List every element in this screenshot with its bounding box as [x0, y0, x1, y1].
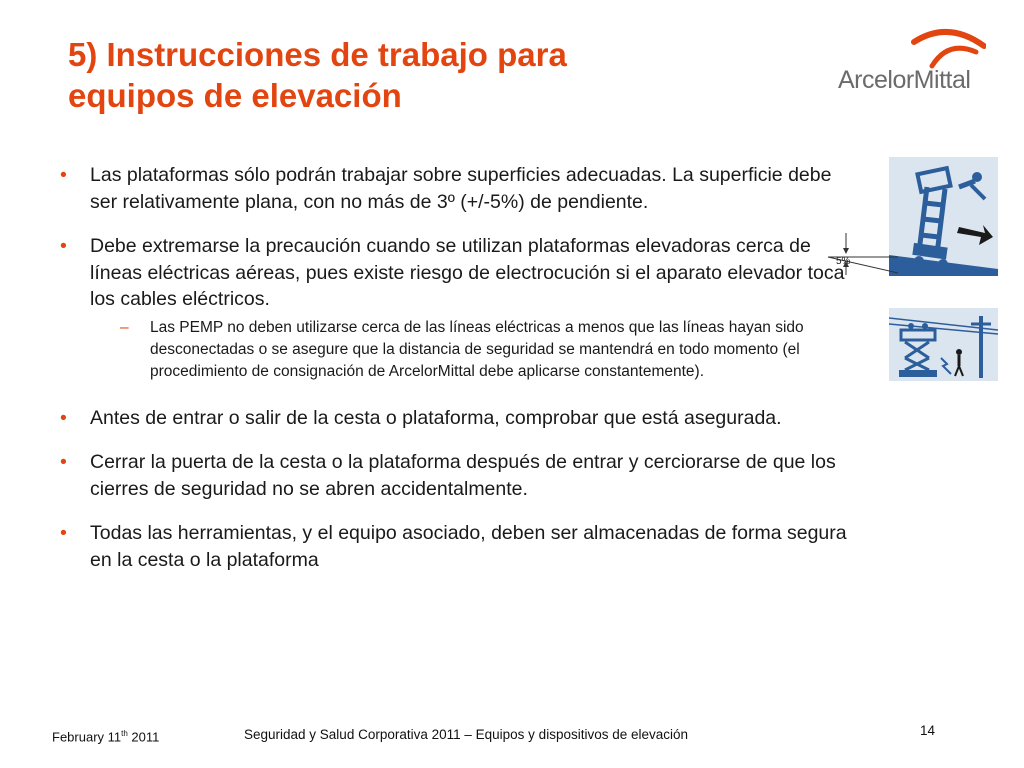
bullet-marker: • [60, 406, 67, 429]
bullet-item [58, 162, 858, 215]
page-number: 14 [920, 723, 936, 738]
bullet-item [58, 405, 858, 432]
bullet-text: Todas las herramientas, y el equipo asociado, deben ser almacenadas de forma segura en la cesta o la plataforma [90, 522, 847, 571]
sub-list [90, 317, 858, 383]
bullet-marker: • [60, 164, 67, 186]
footer-date-sup: th [121, 729, 128, 738]
slide-title [68, 34, 788, 116]
bullet-marker: • [60, 522, 67, 544]
slope-angle-indicator-icon [826, 231, 898, 276]
title-line-2: equipos de elevación [68, 77, 402, 114]
bullet-list [58, 162, 858, 591]
bullet-item [58, 233, 858, 383]
footer-date-prefix: February 11 [52, 729, 122, 745]
slope-label: 5% [836, 256, 851, 267]
bullet-marker: • [60, 451, 67, 473]
platform-tipover-illustration-icon [889, 157, 998, 276]
logo-text: ArcelorMittal [838, 66, 971, 94]
footer-text: Seguridad y Salud Corporativa 2011 – Equipos y dispositivos de elevación [244, 727, 689, 742]
bullet-marker: • [60, 235, 67, 257]
power-line-hazard-illustration-icon [889, 308, 998, 381]
bullet-text: Las plataformas sólo podrán trabajar sobre superficies adecuadas. La superficie debe ser relativamente plana, con no más de 3º (+/-5%) de pendiente. [90, 164, 832, 213]
footer-date [52, 729, 159, 744]
sub-marker: – [120, 318, 129, 336]
sub-bullet-item [120, 317, 858, 383]
title-line-1: 5) Instrucciones de trabajo para [68, 36, 567, 73]
bullet-item [58, 449, 858, 502]
bullet-text: Antes de entrar o salir de la cesta o plataforma, comprobar que está asegurada. [90, 406, 782, 429]
bullet-text: Debe extremarse la precaución cuando se utilizan plataformas elevadoras cerca de líneas eléctricas aéreas, pues existe riesgo de electrocución si el aparato elevador toca los cables eléctricos. [90, 235, 845, 310]
sub-bullet-text: Las PEMP no deben utilizarse cerca de las líneas eléctricas a menos que las líneas hayan sido desconectadas o se asegure que la distancia de seguridad se mantendrá en todo momento (el procedimiento de consignación de ArcelorMittal debe aplicarse constantemente). [150, 318, 804, 380]
footer-date-suffix: 2011 [127, 729, 160, 745]
bullet-text: Cerrar la puerta de la cesta o la plataforma después de entrar y cerciorarse de que los cierres de seguridad no se abren accidentalmente. [90, 451, 836, 500]
bullet-item [58, 520, 858, 573]
